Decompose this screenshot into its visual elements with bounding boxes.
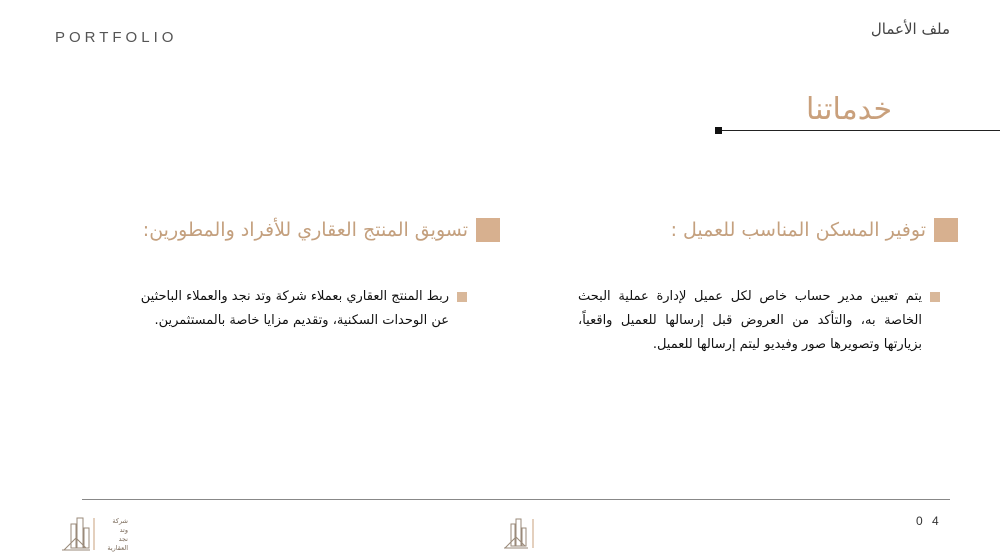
bullet-square-icon — [930, 292, 940, 302]
logo-text-line: شركة — [112, 517, 128, 525]
service-body-text: يتم تعيين مدير حساب خاص لكل عميل لإدارة عملية البحث الخاصة به، والتأكد من العروض قبل إرسالها للعميل واقعياً، بزيارتها وتصويرها صور وفيديو ليتم إرسالها للعميل. — [578, 289, 922, 352]
page-number: 0 4 — [916, 514, 942, 528]
bullet-square-icon — [457, 292, 467, 302]
service-bullet-marketing — [137, 285, 467, 333]
company-logo-mark — [503, 516, 537, 550]
portfolio-label: PORTFOLIO — [55, 29, 178, 46]
page-title: خدماتنا — [805, 92, 892, 127]
service-heading-text: تسويق المنتج العقاري للأفراد والمطورين: — [142, 219, 468, 241]
service-heading-housing — [671, 218, 958, 242]
portfolio-label-arabic: ملف الأعمال — [870, 20, 950, 38]
service-heading-marketing — [143, 218, 500, 242]
service-heading-text: توفير المسكن المناسب للعميل : — [670, 219, 926, 241]
title-underline-dot — [715, 127, 722, 134]
heading-square-icon — [476, 218, 500, 242]
service-body-text: ربط المنتج العقاري بعملاء شركة وتد نجد والعملاء الباحثين عن الوحدات السكنية، وتقديم مزايا خاصة بالمستثمرين. — [140, 289, 449, 328]
service-bullet-housing — [578, 285, 940, 357]
footer-divider — [82, 499, 950, 500]
logo-text-line: نجد — [118, 535, 128, 543]
heading-square-icon — [934, 218, 958, 242]
company-logo — [60, 514, 132, 552]
logo-text-line: وتد — [119, 526, 128, 534]
logo-text-line: العقارية — [107, 544, 128, 552]
title-underline — [718, 130, 1000, 131]
